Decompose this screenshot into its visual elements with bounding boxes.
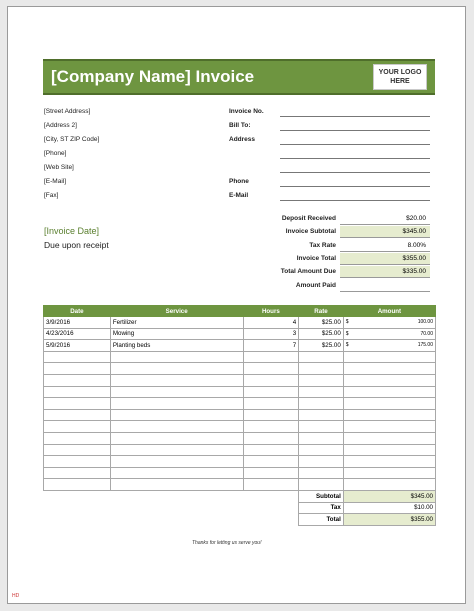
cell-date[interactable] (44, 479, 111, 491)
deposit-received-value: $20.00 (340, 213, 430, 225)
cell-date[interactable] (44, 409, 111, 421)
tax-rate-label: Tax Rate (309, 242, 336, 249)
amount-value: 175.00 (417, 342, 433, 349)
cell-rate[interactable] (299, 398, 344, 410)
cell-hours[interactable] (243, 421, 299, 433)
tax-row (44, 502, 436, 514)
invoice-total-label: Invoice Total (296, 255, 336, 262)
cell-service[interactable] (110, 409, 243, 421)
cell-service[interactable] (110, 444, 243, 456)
table-row-empty (44, 363, 436, 375)
table-row-empty (44, 386, 436, 398)
cell-date[interactable] (44, 363, 111, 375)
total-amount-due-value: $335.00 (340, 266, 430, 278)
total-amount-due-label: Total Amount Due (280, 268, 336, 275)
cell-date[interactable] (44, 351, 111, 363)
cell-amount[interactable] (343, 317, 435, 329)
cell-amount[interactable] (343, 467, 435, 479)
phone-label: Phone (229, 178, 249, 185)
services-table (43, 305, 436, 526)
sender-email: [E-Mail] (44, 178, 67, 185)
logo-placeholder (373, 64, 427, 90)
cell-rate[interactable] (299, 363, 344, 375)
cell-rate[interactable]: $25.00 (299, 340, 344, 352)
cell-rate[interactable] (299, 456, 344, 468)
cell-rate[interactable] (299, 444, 344, 456)
cell-date[interactable] (44, 386, 111, 398)
cell-amount[interactable] (343, 421, 435, 433)
currency-symbol: $ (345, 342, 349, 349)
bill-to-label: Bill To: (229, 122, 251, 129)
cell-amount[interactable] (343, 340, 435, 352)
address-field-3[interactable] (280, 172, 430, 173)
cell-service[interactable] (110, 374, 243, 386)
invoice-subtotal-label: Invoice Subtotal (285, 228, 336, 235)
cell-amount[interactable] (343, 398, 435, 410)
col-service-header: Service (110, 306, 243, 317)
cell-service[interactable] (110, 456, 243, 468)
cell-date[interactable] (44, 398, 111, 410)
tax-label: Tax (299, 502, 344, 514)
amount-value: 100.00 (417, 319, 433, 326)
table-row-empty (44, 374, 436, 386)
currency-symbol: $ (345, 319, 349, 326)
invoice-date: [Invoice Date] (44, 226, 100, 236)
invoice-page (7, 6, 466, 604)
payment-terms: Due upon receipt (44, 240, 109, 250)
cell-hours[interactable] (243, 351, 299, 363)
cell-rate[interactable] (299, 409, 344, 421)
cell-hours[interactable] (243, 363, 299, 375)
total-row (44, 514, 436, 526)
cell-date[interactable]: 4/23/2016 (44, 328, 111, 340)
cell-hours[interactable] (243, 432, 299, 444)
cell-date[interactable] (44, 374, 111, 386)
table-row (44, 317, 436, 329)
cell-service[interactable] (110, 363, 243, 375)
city-state-zip: [City, ST ZIP Code] (44, 136, 100, 143)
subtotal-row (44, 490, 436, 502)
cell-rate[interactable] (299, 374, 344, 386)
cell-amount[interactable] (343, 328, 435, 340)
cell-service[interactable] (110, 351, 243, 363)
col-rate-header: Rate (299, 306, 344, 317)
cell-hours[interactable] (243, 467, 299, 479)
cell-date[interactable] (44, 467, 111, 479)
cell-hours[interactable] (243, 456, 299, 468)
cell-service[interactable] (110, 432, 243, 444)
cell-amount[interactable] (343, 432, 435, 444)
cell-hours[interactable] (243, 374, 299, 386)
sender-phone: [Phone] (44, 150, 67, 157)
cell-rate[interactable] (299, 479, 344, 491)
table-header-row (44, 306, 436, 317)
cell-rate[interactable] (299, 386, 344, 398)
table-row-empty (44, 421, 436, 433)
cell-hours[interactable] (243, 479, 299, 491)
col-amount-header: Amount (343, 306, 435, 317)
table-row-empty (44, 398, 436, 410)
logo-line-2: HERE (390, 78, 410, 85)
total-label: Total (299, 514, 344, 526)
currency-symbol: $ (345, 330, 349, 337)
cell-hours[interactable] (243, 409, 299, 421)
amount-value: 70.00 (420, 330, 433, 337)
sender-fax: [Fax] (44, 192, 59, 199)
tax-value: $10.00 (343, 502, 435, 514)
cell-amount[interactable] (343, 409, 435, 421)
subtotal-label: Subtotal (299, 490, 344, 502)
cell-amount[interactable] (343, 456, 435, 468)
cell-hours[interactable]: 3 (243, 328, 299, 340)
col-hours-header: Hours (243, 306, 299, 317)
col-date-header: Date (44, 306, 111, 317)
table-row-empty (44, 456, 436, 468)
logo-line-1: YOUR LOGO (378, 69, 422, 76)
cell-date[interactable] (44, 456, 111, 468)
subtotal-value: $345.00 (343, 490, 435, 502)
cell-service[interactable]: Fertilizer (110, 317, 243, 329)
cell-rate[interactable] (299, 467, 344, 479)
deposit-received-label: Deposit Received (281, 215, 336, 222)
cell-amount[interactable] (343, 363, 435, 375)
cell-date[interactable] (44, 444, 111, 456)
cell-rate[interactable] (299, 432, 344, 444)
address-field-1[interactable] (280, 144, 430, 145)
thank-you-message: Thanks for letting us serve you! (192, 540, 262, 546)
table-row-empty (44, 432, 436, 444)
email-field[interactable] (280, 200, 430, 201)
cell-rate[interactable] (299, 351, 344, 363)
invoice-subtotal-value: $345.00 (340, 226, 430, 238)
cell-amount[interactable] (343, 351, 435, 363)
web-site: [Web Site] (44, 164, 74, 171)
cell-service[interactable] (110, 398, 243, 410)
table-row-empty (44, 467, 436, 479)
email-label: E-Mail (229, 192, 249, 199)
cell-rate[interactable]: $25.00 (299, 328, 344, 340)
address-label: Address (229, 136, 256, 143)
invoice-no-label: Invoice No. (229, 108, 264, 115)
phone-field[interactable] (280, 186, 430, 187)
cell-service[interactable]: Planting beds (110, 340, 243, 352)
table-row-empty (44, 444, 436, 456)
total-value: $355.00 (343, 514, 435, 526)
cell-date[interactable]: 5/9/2016 (44, 340, 111, 352)
invoice-total-value: $355.00 (340, 253, 430, 265)
table-row (44, 328, 436, 340)
cell-hours[interactable]: 7 (243, 340, 299, 352)
table-row (44, 340, 436, 352)
cell-date[interactable]: 3/9/2016 (44, 317, 111, 329)
cell-service[interactable] (110, 386, 243, 398)
invoice-no-field[interactable] (280, 116, 430, 117)
amount-paid-label: Amount Paid (295, 282, 336, 289)
cell-amount[interactable] (343, 386, 435, 398)
cell-rate[interactable]: $25.00 (299, 317, 344, 329)
cell-amount[interactable] (343, 374, 435, 386)
cell-service[interactable] (110, 421, 243, 433)
cell-hours[interactable] (243, 386, 299, 398)
title-banner (43, 59, 435, 95)
table-row-empty (44, 351, 436, 363)
cell-amount[interactable] (343, 444, 435, 456)
cell-hours[interactable] (243, 444, 299, 456)
street-address: [Street Address] (44, 108, 91, 115)
tax-rate-value: 8.00% (340, 240, 430, 252)
cell-hours[interactable] (243, 398, 299, 410)
watermark-mark: HD (12, 593, 20, 599)
cell-amount[interactable] (343, 479, 435, 491)
invoice-title: [Company Name] Invoice (51, 67, 255, 86)
cell-hours[interactable]: 4 (243, 317, 299, 329)
bill-to-field[interactable] (280, 130, 430, 131)
cell-service[interactable]: Mowing (110, 328, 243, 340)
cell-rate[interactable] (299, 421, 344, 433)
cell-service[interactable] (110, 467, 243, 479)
cell-service[interactable] (110, 479, 243, 491)
table-row-empty (44, 479, 436, 491)
table-row-empty (44, 409, 436, 421)
address-2: [Address 2] (44, 122, 77, 129)
cell-date[interactable] (44, 432, 111, 444)
cell-date[interactable] (44, 421, 111, 433)
amount-paid-value[interactable] (340, 280, 430, 292)
address-field-2[interactable] (280, 158, 430, 159)
